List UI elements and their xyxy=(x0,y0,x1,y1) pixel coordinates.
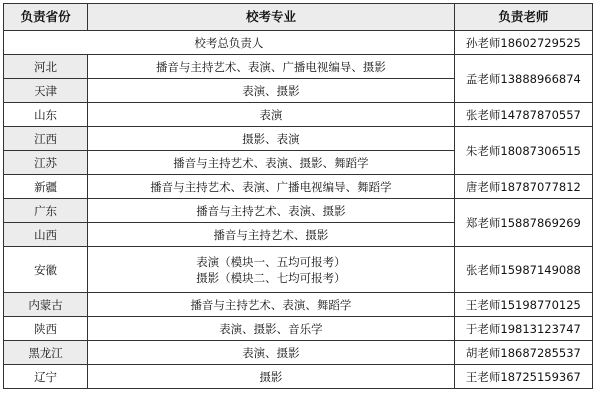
major-cell: 表演、摄影 xyxy=(88,341,455,365)
teacher-cell: 王老师18725159367 xyxy=(454,365,592,389)
teacher-cell: 朱老师18087306515 xyxy=(454,127,592,175)
header-major: 校考专业 xyxy=(88,4,455,31)
province-cell: 辽宁 xyxy=(4,365,88,389)
province-cell: 黑龙江 xyxy=(4,341,88,365)
province-cell: 新疆 xyxy=(4,175,88,199)
major-cell: 播音与主持艺术、表演、舞蹈学 xyxy=(88,293,455,317)
table-row xyxy=(4,293,593,317)
province-cell: 山东 xyxy=(4,103,88,127)
table-row xyxy=(4,317,593,341)
table-row xyxy=(4,341,593,365)
header-row xyxy=(4,4,593,31)
table-row xyxy=(4,127,593,151)
major-cell: 播音与主持艺术、表演、广播电视编导、摄影 xyxy=(88,55,455,79)
teacher-cell: 王老师15198770125 xyxy=(454,293,592,317)
major-line: 摄影（模块二、七均可报考） xyxy=(196,270,346,285)
major-cell xyxy=(88,247,455,293)
table-row xyxy=(4,365,593,389)
province-cell: 天津 xyxy=(4,79,88,103)
province-cell: 江苏 xyxy=(4,151,88,175)
major-line: 表演（模块一、五均可报考） xyxy=(196,254,346,269)
province-cell: 江西 xyxy=(4,127,88,151)
teacher-cell: 孟老师13888966874 xyxy=(454,55,592,103)
summary-label: 校考总负责人 xyxy=(4,31,455,55)
table-row xyxy=(4,103,593,127)
major-cell: 播音与主持艺术、表演、摄影 xyxy=(88,199,455,223)
teacher-cell: 胡老师18687285537 xyxy=(454,341,592,365)
table-row xyxy=(4,55,593,79)
summary-row xyxy=(4,31,593,55)
major-cell: 播音与主持艺术、表演、广播电视编导、舞蹈学 xyxy=(88,175,455,199)
teacher-cell: 郑老师15887869269 xyxy=(454,199,592,247)
recruitment-contact-table-container xyxy=(3,3,593,410)
major-cell: 摄影 xyxy=(88,365,455,389)
header-province: 负责省份 xyxy=(4,4,88,31)
summary-teacher: 孙老师18602729525 xyxy=(454,31,592,55)
major-cell: 表演、摄影、音乐学 xyxy=(88,317,455,341)
recruitment-contact-table xyxy=(3,3,593,389)
teacher-cell: 唐老师18787077812 xyxy=(454,175,592,199)
major-cell: 表演 xyxy=(88,103,455,127)
major-cell: 播音与主持艺术、表演、摄影、舞蹈学 xyxy=(88,151,455,175)
major-cell: 播音与主持艺术、摄影 xyxy=(88,223,455,247)
table-row xyxy=(4,199,593,223)
teacher-cell: 于老师19813123747 xyxy=(454,317,592,341)
province-cell: 河北 xyxy=(4,55,88,79)
teacher-cell: 张老师15987149088 xyxy=(454,247,592,293)
province-cell: 山西 xyxy=(4,223,88,247)
header-teacher: 负责老师 xyxy=(454,4,592,31)
major-cell: 摄影、表演 xyxy=(88,127,455,151)
province-cell: 内蒙古 xyxy=(4,293,88,317)
major-cell: 表演、摄影 xyxy=(88,79,455,103)
province-cell: 安徽 xyxy=(4,247,88,293)
teacher-cell: 张老师14787870557 xyxy=(454,103,592,127)
province-cell: 广东 xyxy=(4,199,88,223)
table-row xyxy=(4,247,593,293)
province-cell: 陕西 xyxy=(4,317,88,341)
table-row xyxy=(4,175,593,199)
